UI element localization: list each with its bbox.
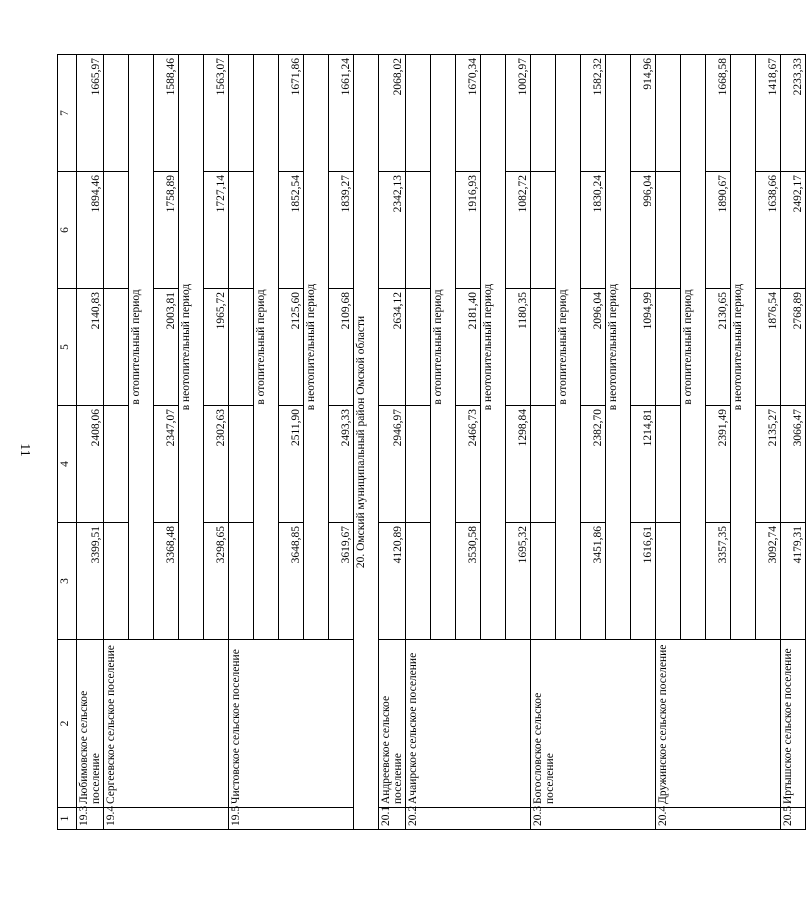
value-cell: 2342,13 bbox=[379, 172, 406, 289]
rotated-table-sheet bbox=[57, 54, 804, 830]
value-cell: 3298,65 bbox=[204, 523, 229, 640]
table-row bbox=[656, 55, 681, 830]
header-cell: 2 bbox=[58, 640, 77, 808]
value-cell: 1671,86 bbox=[279, 55, 304, 172]
value-cell: 4179,31 bbox=[781, 523, 806, 640]
table-row bbox=[531, 55, 556, 830]
empty-cell bbox=[406, 172, 431, 289]
empty-cell bbox=[531, 172, 556, 289]
value-cell: 3066,47 bbox=[781, 406, 806, 523]
value-cell: 2634,12 bbox=[379, 289, 406, 406]
value-cell: 2347,07 bbox=[154, 406, 179, 523]
table-row bbox=[229, 55, 254, 830]
value-cell: 2493,33 bbox=[329, 406, 354, 523]
row-index: 19.3 bbox=[77, 808, 104, 830]
value-cell: 1695,32 bbox=[506, 523, 531, 640]
settlement-name: Андреевское сельское поселение bbox=[379, 640, 406, 808]
value-cell: 2181,40 bbox=[456, 289, 481, 406]
value-cell: 2466,73 bbox=[456, 406, 481, 523]
value-cell: 1894,46 bbox=[77, 172, 104, 289]
value-cell: 2140,83 bbox=[77, 289, 104, 406]
value-cell: 3357,35 bbox=[706, 523, 731, 640]
value-cell: 1661,24 bbox=[329, 55, 354, 172]
value-cell: 1588,46 bbox=[154, 55, 179, 172]
empty-cell bbox=[104, 55, 129, 172]
empty-cell bbox=[406, 55, 431, 172]
empty-cell bbox=[104, 523, 129, 640]
empty-cell bbox=[656, 172, 681, 289]
value-cell: 2302,63 bbox=[204, 406, 229, 523]
empty-cell bbox=[656, 289, 681, 406]
row-index: 20.4 bbox=[656, 808, 781, 830]
value-cell: 2391,49 bbox=[706, 406, 731, 523]
value-cell: 1916,93 bbox=[456, 172, 481, 289]
empty-cell bbox=[104, 172, 129, 289]
value-cell: 1852,54 bbox=[279, 172, 304, 289]
empty-cell bbox=[104, 406, 129, 523]
value-cell: 1082,72 bbox=[506, 172, 531, 289]
value-cell: 2003,81 bbox=[154, 289, 179, 406]
value-cell: 1665,97 bbox=[77, 55, 104, 172]
empty-cell bbox=[229, 406, 254, 523]
value-cell: 1758,89 bbox=[154, 172, 179, 289]
empty-cell bbox=[229, 289, 254, 406]
row-index: 20.1 bbox=[379, 808, 406, 830]
period-label: в неотопительный период bbox=[481, 55, 506, 640]
value-cell: 3399,51 bbox=[77, 523, 104, 640]
settlement-name: Дружинское сельское поселение bbox=[656, 640, 781, 808]
empty-cell bbox=[656, 523, 681, 640]
value-cell: 1094,99 bbox=[631, 289, 656, 406]
period-label: в отопительный период bbox=[129, 55, 154, 640]
value-cell: 1839,27 bbox=[329, 172, 354, 289]
page-number: 11 bbox=[17, 443, 32, 457]
value-cell: 2233,33 bbox=[781, 55, 806, 172]
row-index: 19.4 bbox=[104, 808, 229, 830]
value-cell: 2492,17 bbox=[781, 172, 806, 289]
settlement-name: Чистовское сельское поселение bbox=[229, 640, 354, 808]
section-heading: 20. Омский муниципальный район Омской области bbox=[354, 55, 379, 830]
value-cell: 1965,72 bbox=[204, 289, 229, 406]
period-label: в отопительный период bbox=[431, 55, 456, 640]
empty-cell bbox=[406, 406, 431, 523]
header-row bbox=[58, 55, 77, 830]
table-row bbox=[354, 55, 379, 830]
value-cell: 1298,84 bbox=[506, 406, 531, 523]
value-cell: 996,04 bbox=[631, 172, 656, 289]
table-row bbox=[104, 55, 129, 830]
empty-cell bbox=[531, 289, 556, 406]
period-label: в неотопительный период bbox=[304, 55, 329, 640]
value-cell: 1638,66 bbox=[756, 172, 781, 289]
value-cell: 3619,67 bbox=[329, 523, 354, 640]
empty-cell bbox=[531, 55, 556, 172]
value-cell: 2130,65 bbox=[706, 289, 731, 406]
empty-cell bbox=[656, 406, 681, 523]
empty-cell bbox=[229, 55, 254, 172]
value-cell: 1830,24 bbox=[581, 172, 606, 289]
value-cell: 1876,54 bbox=[756, 289, 781, 406]
value-cell: 2135,27 bbox=[756, 406, 781, 523]
period-label: в неотопительный период bbox=[606, 55, 631, 640]
value-cell: 914,96 bbox=[631, 55, 656, 172]
value-cell: 4120,89 bbox=[379, 523, 406, 640]
value-cell: 2068,02 bbox=[379, 55, 406, 172]
empty-cell bbox=[406, 523, 431, 640]
row-index: 20.3 bbox=[531, 808, 656, 830]
table-row bbox=[781, 55, 806, 830]
value-cell: 2768,89 bbox=[781, 289, 806, 406]
table-row bbox=[379, 55, 406, 830]
table-row bbox=[77, 55, 104, 830]
value-cell: 1670,34 bbox=[456, 55, 481, 172]
value-cell: 3451,86 bbox=[581, 523, 606, 640]
row-index: 19.5 bbox=[229, 808, 354, 830]
settlement-name: Сергеевское сельское поселение bbox=[104, 640, 229, 808]
value-cell: 1727,14 bbox=[204, 172, 229, 289]
value-cell: 1214,81 bbox=[631, 406, 656, 523]
header-cell: 7 bbox=[58, 55, 77, 172]
period-label: в отопительный период bbox=[681, 55, 706, 640]
value-cell: 1582,32 bbox=[581, 55, 606, 172]
value-cell: 1668,58 bbox=[706, 55, 731, 172]
value-cell: 2109,68 bbox=[329, 289, 354, 406]
tariff-table bbox=[57, 54, 806, 830]
value-cell: 2382,70 bbox=[581, 406, 606, 523]
header-cell: 5 bbox=[58, 289, 77, 406]
value-cell: 2125,60 bbox=[279, 289, 304, 406]
value-cell: 3530,58 bbox=[456, 523, 481, 640]
row-index: 20.5 bbox=[781, 808, 806, 830]
header-cell: 1 bbox=[58, 808, 77, 830]
value-cell: 1890,67 bbox=[706, 172, 731, 289]
value-cell: 3368,48 bbox=[154, 523, 179, 640]
settlement-name: Любимовское сельское поселение bbox=[77, 640, 104, 808]
value-cell: 1616,61 bbox=[631, 523, 656, 640]
period-label: в неотопительный период bbox=[179, 55, 204, 640]
period-label: в отопительный период bbox=[254, 55, 279, 640]
value-cell: 2408,06 bbox=[77, 406, 104, 523]
header-cell: 3 bbox=[58, 523, 77, 640]
empty-cell bbox=[531, 406, 556, 523]
value-cell: 2946,97 bbox=[379, 406, 406, 523]
period-label: в отопительный период bbox=[556, 55, 581, 640]
settlement-name: Ачаирское сельское поселение bbox=[406, 640, 531, 808]
empty-cell bbox=[229, 172, 254, 289]
value-cell: 2096,04 bbox=[581, 289, 606, 406]
empty-cell bbox=[229, 523, 254, 640]
row-index: 20.2 bbox=[406, 808, 531, 830]
empty-cell bbox=[531, 523, 556, 640]
empty-cell bbox=[656, 55, 681, 172]
period-label: в неотопительный период bbox=[731, 55, 756, 640]
value-cell: 1563,07 bbox=[204, 55, 229, 172]
settlement-name: Богословское сельское поселение bbox=[531, 640, 656, 808]
settlement-name: Иртышское сельское поселение bbox=[781, 640, 806, 808]
value-cell: 1002,97 bbox=[506, 55, 531, 172]
value-cell: 2511,90 bbox=[279, 406, 304, 523]
header-cell: 6 bbox=[58, 172, 77, 289]
value-cell: 3092,74 bbox=[756, 523, 781, 640]
value-cell: 1180,35 bbox=[506, 289, 531, 406]
value-cell: 3648,85 bbox=[279, 523, 304, 640]
empty-cell bbox=[104, 289, 129, 406]
table-row bbox=[406, 55, 431, 830]
empty-cell bbox=[406, 289, 431, 406]
value-cell: 1418,67 bbox=[756, 55, 781, 172]
header-cell: 4 bbox=[58, 406, 77, 523]
